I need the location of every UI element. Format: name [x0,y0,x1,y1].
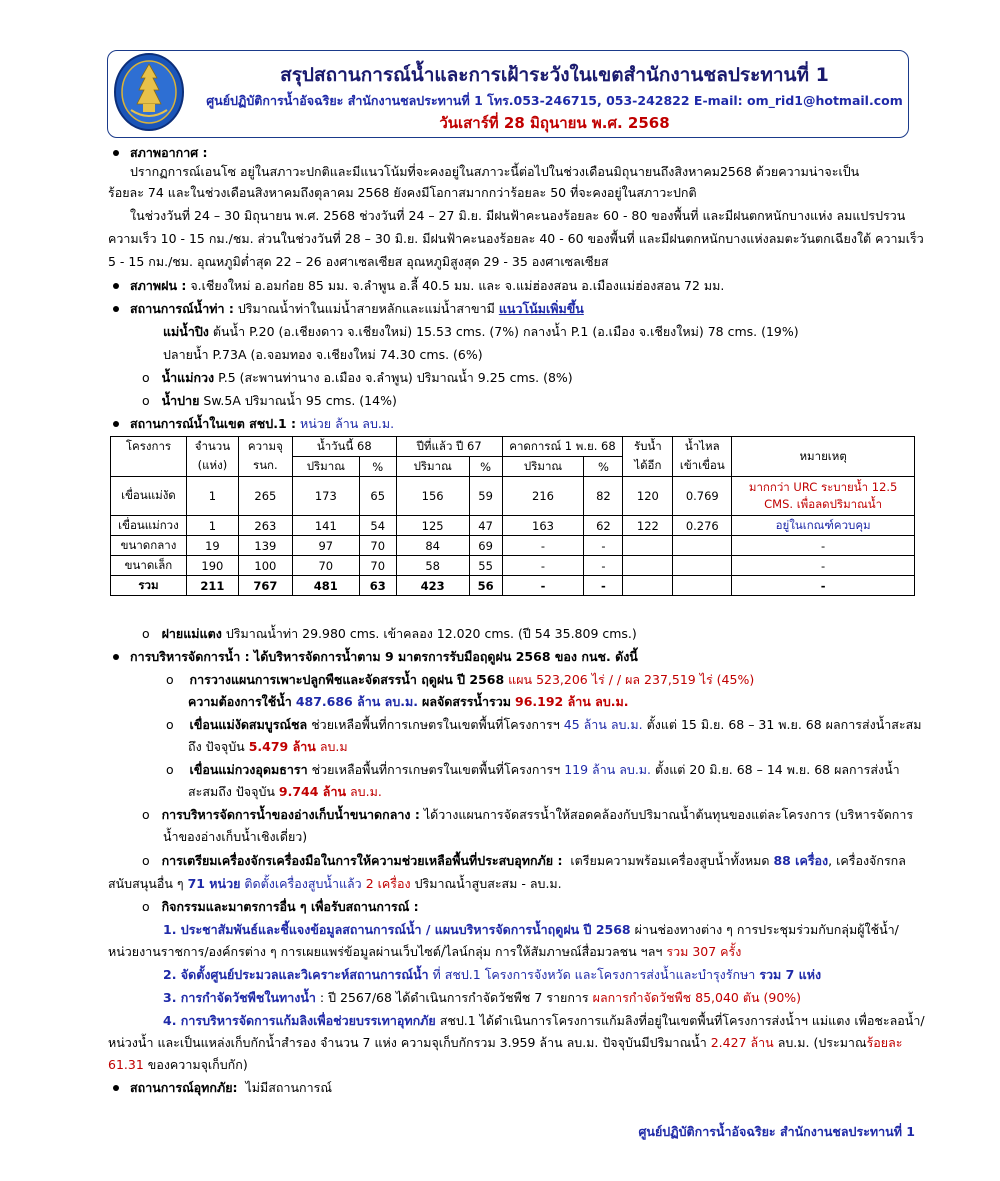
ping-line2: ปลายน้ำ P.73A (อ.จอมทอง จ.เชียงใหม่ 74.30 cms. (6%) [163,347,483,362]
activity1-line2 [108,943,741,961]
runoff-heading: สถานการณ์น้ำท่า : [130,301,234,316]
pai-line: o น้ำปาย Sw.5A ปริมาณน้ำ 95 cms. (14%) [142,393,397,408]
cell-cap: 767 [238,576,292,596]
activities-line: o กิจกรรมและมาตรการอื่น ๆ เพื่อรับสถานการณ์ : [142,899,419,914]
i1-plan: แผน 523,206 ไร่ / / ผล 237,519 ไร่ (45%) [508,672,755,687]
a2-t: ที่ สชป.1 โครงการจังหวัด และโครงการส่งน้ำและบำรุงรักษา [432,967,756,982]
cell-last-pct: 47 [469,516,502,536]
th-vol: ปริมาณ [502,457,584,477]
cell-inflow [673,576,732,596]
cell-recv [623,576,673,596]
activity1-line1 [163,921,899,939]
cell-count: 1 [186,516,238,536]
a4-v2: ร้อยละ [866,1035,903,1050]
cell-today: 173 [292,477,359,516]
e-v1: 88 เครื่อง [773,853,829,868]
bullet-icon [113,654,119,660]
cell-inflow: 0.769 [673,477,732,516]
cell-note: อยู่ในเกณฑ์ควบคุม [732,516,915,536]
i2-u2: ลบ.ม [319,739,348,754]
flood-line [130,1079,332,1097]
note-line1: มากกว่า URC ระบายน้ำ 12.5 [748,480,898,494]
weather-p2-line3: 5 - 15 กม./ชม. อุณหภูมิต่ำสุด 22 – 26 องศาเซลเซียส อุณหภูมิสูงสุด 29 - 35 องศาเซลเซียส [108,254,609,269]
mgmt-item2-line2 [188,738,348,756]
a4-t1: สชป.1 ได้ดำเนินการโครงการแก้มลิงที่อยู่ในเขตพื้นที่โครงการส่งน้ำฯ แม่แตง เพื่อชะลอน้ำ/ [439,1013,925,1028]
cell-today: 141 [292,516,359,536]
cell-cap: 100 [238,556,292,576]
i3-v2: 9.744 ล้าน [278,784,347,799]
cell-inflow [673,536,732,556]
a4-t4: ของความจุเก็บกัก) [147,1057,248,1072]
e-v3: 2 เครื่อง [365,876,411,891]
maetaeng-line: o ฝายแม่แตง ปริมาณน้ำท่า 29.980 cms. เข้าคลอง 12.020 cms. (ปี 54 35.809 cms.) [142,626,637,641]
cell-name: รวม [111,576,187,596]
kuang-text: P.5 (สะพานท่านาง อ.เมือง จ.ลำพูน) ปริมาณน้ำ 9.25 cms. (8%) [218,370,573,385]
i2-v1: 45 ล้าน ลบ.ม. [563,717,643,732]
cell-note: - [732,576,915,596]
weather-p2-line2: ความเร็ว 10 - 15 กม./ชม. ส่วนในช่วงวันที่ 28 – 30 มิ.ย. มีฝนฟ้าคะนองร้อยละ 40 - 60 ของพื้นที่ และมีฝนตกหนักบางแห่งลมตะวันตกเฉียงใต้ ความเร็ว [108,231,924,246]
th-forecast: คาดการณ์ 1 พ.ย. 68 [502,437,623,457]
cell-fc-pct: 82 [584,477,623,516]
cell-cap: 265 [238,477,292,516]
activity4-line2 [108,1034,902,1052]
cell-today-pct: 65 [359,477,396,516]
a-title: กิจกรรมและมาตรการอื่น ๆ เพื่อรับสถานการณ์ : [161,899,419,914]
a3-v: ผลการกำจัดวัชพืช 85,040 ตัน (90%) [592,990,802,1005]
th-capacity: ความจุ [238,437,292,457]
ping-label: แม่น้ำปิง [163,324,209,339]
cell-last: 156 [396,477,469,516]
a1-v: รวม 307 ครั้ง [666,944,742,959]
th-receive-2: ได้อีก [623,457,673,477]
equip-line2 [108,875,562,893]
i3-u2: ลบ.ม. [350,784,382,799]
rain-line [130,277,724,295]
i1-need-val: 487.686 ล้าน ลบ.ม. [295,694,419,709]
e-t4: ติดตั้งเครื่องสูบน้ำแล้ว [244,876,362,891]
cell-note [732,477,915,516]
weather-heading: สภาพอากาศ : [130,145,208,160]
i3-title: เขื่อนแม่กวงอุดมธารา [189,762,308,777]
weather-p1-line1: ปรากฏการณ์เอนโซ อยู่ในสภาวะปกติและมีแนวโน้มที่จะคงอยู่ในสภาวะนี้ต่อไปในช่วงเดือนมิถุนายนถึงสิงหาคม2568 ด้วยความน่าจะเป็น [130,164,860,179]
th-last-year: ปีที่แล้ว ปี 67 [396,437,502,457]
cell-name: เขื่อนแม่งัด [111,477,187,516]
table-row [111,477,915,516]
i2-v2: 5.479 ล้าน [248,739,316,754]
cell-last-pct: 59 [469,477,502,516]
maetaeng-text: ปริมาณน้ำท่า 29.980 cms. เข้าคลอง 12.020 cms. (ปี 54 35.809 cms.) [225,626,637,641]
cell-last-pct: 69 [469,536,502,556]
rain-text: จ.เชียงใหม่ อ.อมก๋อย 85 มม. จ.ลำพูน อ.ลี้ 40.5 มม. และ จ.แม่ฮ่องสอน อ.เมืองแม่ฮ่องสอน 72 มม. [190,278,725,293]
activity3-line [163,989,801,1007]
flood-heading: สถานการณ์อุทกภัย: [130,1080,238,1095]
cell-fc: 216 [502,477,584,516]
cell-last: 125 [396,516,469,536]
weather-p1-line2: ร้อยละ 74 และในช่วงเดือนสิงหาคมถึงตุลาคม 2568 ยังคงมีโอกาสมากกว่าร้อยละ 50 ที่จะคงอยู่ในสภาวะปกติ [108,185,697,200]
medium-res-line1: o การบริหารจัดการน้ำของอ่างเก็บน้ำขนาดกลาง : ได้วางแผนการจัดสรรน้ำให้สอดคล้องกับปริมาณน้ำต้นทุนของแต่ละโครงการ (บริหารจัดการ [142,807,914,822]
cell-note: - [732,536,915,556]
bullet-icon [113,306,119,312]
i2-t3: ถึง ปัจจุบัน [188,739,245,754]
cell-name: เขื่อนแม่กวง [111,516,187,536]
cell-last: 423 [396,576,469,596]
a1-t2: หน่วยงานราชการ/องค์กรต่าง ๆ การเผยแพร่ข้อมูลผ่านเว็บไซต์/ไลน์กลุ่ม การให้สัมภาษณ์สื่อมวลชน ฯลฯ [108,944,663,959]
a4-t3: ลบ.ม. (ประมาณ [777,1035,867,1050]
a2-title: 2. จัดตั้งศูนย์ประมวลและวิเคราะห์สถานการณ์น้ำ [163,967,429,982]
e-t1: เตรียมความพร้อมเครื่องสูบน้ำทั้งหมด [570,853,770,868]
e-title: การเตรียมเครื่องจักรเครื่องมือในการให้ความช่วยเหลือพื้นที่ประสบอุทกภัย : [161,853,563,868]
weather-p2-line1: ในช่วงวันที่ 24 – 30 มิถุนายน พ.ศ. 2568 ช่วงวันที่ 24 – 27 มิ.ย. มีฝนฟ้าคะนองร้อยละ 60 - 80 ของพื้นที่ และมีฝนตกหนักบางแห่ง ลมแปรปรวน [130,208,906,223]
maetaeng-label: ฝายแม่แตง [161,626,222,641]
e-t3: สนับสนุนอื่น ๆ [108,876,184,891]
i2-t2: ตั้งแต่ 15 มิ.ย. 68 – 31 พ.ย. 68 ผลการส่งน้ำสะสม [646,717,922,732]
bullet-icon [113,421,119,427]
cell-recv: 122 [623,516,673,536]
th-receive: รับน้ำ [623,437,673,457]
bullet-icon [113,1085,119,1091]
cell-cap: 139 [238,536,292,556]
mgmt-heading: การบริหารจัดการน้ำ : ได้บริหารจัดการน้ำตาม 9 มาตรการรับมือฤดูฝน 2568 ของ กนช. ดังนี้ [130,649,638,664]
mgmt-item1-line1: o การวางแผนการเพาะปลูกพืชและจัดสรรน้ำ ฤดูฝน ปี 2568 แผน 523,206 ไร่ / / ผล 237,519 ไร่ (45%) [166,672,755,687]
mgmt-item1-line2 [188,693,629,711]
cell-today: 70 [292,556,359,576]
a4-v1: 2.427 ล้าน [710,1035,774,1050]
contact-line: ศูนย์ปฏิบัติการน้ำอัจฉริยะ สำนักงานชลประทานที่ 1 โทร.053-246715, 053-242822 E-mail: om_rid1@hotmail.com [206,93,903,108]
kuang-label: น้ำแม่กวง [161,370,215,385]
cell-today-pct: 70 [359,556,396,576]
runoff-intro: ปริมาณน้ำท่าในแม่น้ำสายหลักและแม่น้ำสาขามี [237,301,495,316]
bullet-icon [113,283,119,289]
runoff-trend: แนวโน้มเพิ่มขึ้น [498,301,584,316]
table-row [111,556,915,576]
cell-last-pct: 56 [469,576,502,596]
a4-v3: 61.31 [108,1057,144,1072]
flood-text: ไม่มีสถานการณ์ [245,1080,332,1095]
e-t2: , เครื่องจักรกล [828,853,906,868]
th-vol: ปริมาณ [292,457,359,477]
th-inflow: น้ำไหล [673,437,732,457]
ping-text1: ต้นน้ำ P.20 (อ.เชียงดาว จ.เชียงใหม่) 15.53 cms. (7%) กลางน้ำ P.1 (อ.เมือง จ.เชียงใหม่) 78 cms. (19%) [212,324,799,339]
mgmt-item3-line2 [188,783,382,801]
i3-v1: 119 ล้าน ลบ.ม. [564,762,652,777]
cell-fc-pct: - [584,556,623,576]
th-project-blank [111,457,187,477]
th-project: โครงการ [111,437,187,457]
table-row [111,516,915,536]
cell-fc: 163 [502,516,584,536]
cell-last: 84 [396,536,469,556]
cell-inflow: 0.276 [673,516,732,536]
cell-last-pct: 55 [469,556,502,576]
i3-t3: สะสมถึง ปัจจุบัน [188,784,275,799]
cell-name: ขนาดเล็ก [111,556,187,576]
table-row [111,536,915,556]
th-note: หมายเหตุ [732,437,915,477]
i2-t1: ช่วยเหลือพื้นที่การเกษตรในเขตพื้นที่โครงการฯ [311,717,560,732]
cell-note: - [732,556,915,576]
a1-title: 1. ประชาสัมพันธ์และชี้แจงข้อมูลสถานการณ์น้ำ / แผนบริหารจัดการน้ำฤดูฝน ปี 2568 [163,922,631,937]
cell-count: 19 [186,536,238,556]
i2-title: เขื่อนแม่งัดสมบูรณ์ชล [189,717,308,732]
cell-today-pct: 63 [359,576,396,596]
cell-fc-pct: - [584,576,623,596]
footer-credit: ศูนย์ปฏิบัติการน้ำอัจฉริยะ สำนักงานชลประทานที่ 1 [638,1124,915,1139]
a4-title: 4. การบริหารจัดการแก้มลิงเพื่อช่วยบรรเทาอุทกภัย [163,1013,436,1028]
table-total-row [111,576,915,596]
i1-title: การวางแผนการเพาะปลูกพืชและจัดสรรน้ำ ฤดูฝน ปี 2568 [189,672,505,687]
page-title: สรุปสถานการณ์น้ำและการเฝ้าระวังในเขตสำนักงานชลประทานที่ 1 [280,64,829,86]
cell-recv [623,556,673,576]
pai-text: Sw.5A ปริมาณน้ำ 95 cms. (14%) [203,393,397,408]
th-pct: % [469,457,502,477]
i1-alloc-val: 96.192 ล้าน ลบ.ม. [515,694,629,709]
cell-fc: - [502,576,584,596]
cell-count: 1 [186,477,238,516]
cell-today-pct: 54 [359,516,396,536]
cell-count: 190 [186,556,238,576]
bullet-icon [113,150,119,156]
rid-logo-icon [113,52,185,136]
water-table [110,436,915,596]
cell-fc: - [502,536,584,556]
a4-t2: หน่วงน้ำ และเป็นแหล่งเก็บกักน้ำสำรอง จำนวน 7 แห่ง ความจุเก็บกักรวม 3.959 ล้าน ลบ.ม. ปัจจุบันมีปริมาณน้ำ [108,1035,707,1050]
cell-name: ขนาดกลาง [111,536,187,556]
cell-fc-pct: - [584,536,623,556]
zone-heading: สถานการณ์น้ำในเขต สชป.1 : [130,416,297,431]
th-count-unit: (แห่ง) [186,457,238,477]
th-pct: % [359,457,396,477]
th-inflow-2: เข้าเขื่อน [673,457,732,477]
pai-label: น้ำปาย [161,393,200,408]
th-pct: % [584,457,623,477]
a1-t1: ผ่านช่องทางต่าง ๆ การประชุมร่วมกับกลุ่มผู้ใช้น้ำ/ [634,922,899,937]
runoff-line [130,300,584,318]
cell-today-pct: 70 [359,536,396,556]
e-v2: 71 หน่วย [187,876,241,891]
m-title: การบริหารจัดการน้ำของอ่างเก็บน้ำขนาดกลาง : [161,807,420,822]
i3-t2: ตั้งแต่ 20 มิ.ย. 68 – 14 พ.ย. 68 ผลการส่งน้ำ [655,762,900,777]
i1-need-label: ความต้องการใช้น้ำ [188,694,292,709]
th-capacity-unit: รนก. [238,457,292,477]
table-header-row [111,437,915,457]
a3-title: 3. การกำจัดวัชพืชในทางน้ำ [163,990,316,1005]
zone-unit: หน่วย ล้าน ลบ.ม. [300,416,395,431]
a2-v: รวม 7 แห่ง [759,967,822,982]
ping-line1 [163,323,799,341]
th-count: จำนวน [186,437,238,457]
cell-today: 481 [292,576,359,596]
cell-last: 58 [396,556,469,576]
mgmt-item2-line1: o เขื่อนแม่งัดสมบูรณ์ชล ช่วยเหลือพื้นที่การเกษตรในเขตพื้นที่โครงการฯ 45 ล้าน ลบ.ม. ตั้งแต่ 15 มิ.ย. 68 – 31 พ.ย. 68 ผลการส่งน้ำสะสม [166,717,922,732]
cell-inflow [673,556,732,576]
kuang-line: o น้ำแม่กวง P.5 (สะพานท่านาง อ.เมือง จ.ลำพูน) ปริมาณน้ำ 9.25 cms. (8%) [142,370,573,385]
i3-t1: ช่วยเหลือพื้นที่การเกษตรในเขตพื้นที่โครงการฯ [311,762,561,777]
zone-line [130,415,394,433]
activity4-line1 [163,1012,925,1030]
m-l1: ได้วางแผนการจัดสรรน้ำให้สอดคล้องกับปริมาณน้ำต้นทุนของแต่ละโครงการ (บริหารจัดการ [423,807,914,822]
cell-fc: - [502,556,584,576]
e-t5: ปริมาณน้ำสูบสะสม - ลบ.ม. [414,876,562,891]
activity4-line3 [108,1056,248,1074]
th-vol: ปริมาณ [396,457,469,477]
report-date: วันเสาร์ที่ 28 มิถุนายน พ.ศ. 2568 [439,114,670,132]
cell-recv [623,536,673,556]
equip-line1: o การเตรียมเครื่องจักรเครื่องมือในการให้ความช่วยเหลือพื้นที่ประสบอุทกภัย : เตรียมความพร้อมเครื่องสูบน้ำทั้งหมด 88 เครื่อง, เครื่องจักรกล [142,853,906,868]
cell-fc-pct: 62 [584,516,623,536]
cell-count: 211 [186,576,238,596]
i1-alloc-label: ผลจัดสรรน้ำรวม [422,694,512,709]
activity2-line [163,966,821,984]
cell-recv: 120 [623,477,673,516]
mgmt-item3-line1: o เขื่อนแม่กวงอุดมธารา ช่วยเหลือพื้นที่การเกษตรในเขตพื้นที่โครงการฯ 119 ล้าน ลบ.ม. ตั้งแต่ 20 มิ.ย. 68 – 14 พ.ย. 68 ผลการส่งน้ำ [166,762,900,777]
a3-t: : ปี 2567/68 ได้ดำเนินการกำจัดวัชพืช 7 รายการ [319,990,589,1005]
medium-res-line2: น้ำของอ่างเก็บน้ำเชิงเดี่ยว) [163,829,308,844]
note-line2: CMS. เพื่อลดปริมาณน้ำ [764,497,883,511]
cell-cap: 263 [238,516,292,536]
cell-today: 97 [292,536,359,556]
rain-heading: สภาพฝน : [130,278,187,293]
th-today: น้ำวันนี้ 68 [292,437,396,457]
